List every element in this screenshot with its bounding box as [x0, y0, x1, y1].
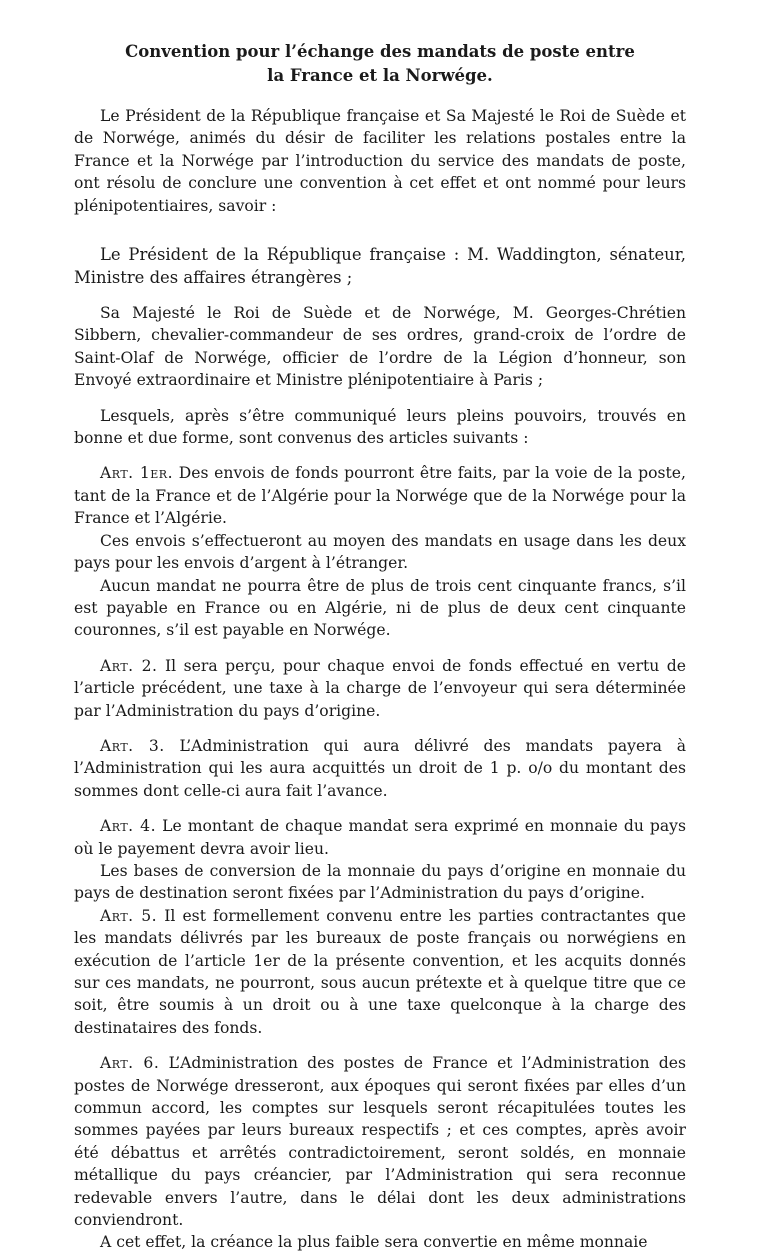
article-1: Art. 1er. Des envois de fonds pourront être faits, par la voie de la poste, tant de la France et de l’Algérie pour la Norwége que de la Norwége pour la France et l’Algérie. [74, 464, 686, 528]
title-line-2: la France et la Norwége. [267, 66, 493, 85]
article-5: Art. 5. Il est formellement convenu entre les parties contractantes que les mandats délivrés par les bureaux de poste français ou norwégiens en exécution de l’article 1er de la présente convention, et les acquits donnés sur ces mandats, ne pourront, sous aucun prétexte et à quelque titre que ce soit, être soumis à un droit ou à une taxe quelconque à la charge des destinataires des fonds. [74, 906, 686, 1037]
plenipotentiary-norway: Sa Majesté le Roi de Suède et de Norwége, M. Georges-Chrétien Sibbern, chevalier-commandeur de ses ordres, grand-croix de l’ordre de Saint-Olaf de Norwége, officier de l’ordre de la Légion d’honneur, son Envoyé extraordinaire et Ministre plénipotentiaire à Paris ; [74, 304, 686, 390]
plenipotentiary-france: Le Président de la République française : M. Waddington, sénateur, Ministre des affaires étrangères ; [74, 245, 686, 288]
preamble-paragraph: Le Président de la République française et Sa Majesté le Roi de Suède et de Norwége, animés du désir de faciliter les relations postales entre la France et la Norwége par l’introduction du service des mandats de poste, ont résolu de conclure une convention à cet effet et ont nommé pour leurs plénipotentiaires, savoir : [74, 107, 686, 215]
article-2: Art. 2. Il sera perçu, pour chaque envoi de fonds effectué en vertu de l’article précédent, une taxe à la charge de l’envoyeur qui sera déterminée par l’Administration du pays d’origine. [74, 656, 686, 720]
article-6: Art. 6. L’Administration des postes de France et l’Administration des postes de Norwége dresseront, aux époques qui seront fixées par elles d’un commun accord, les comptes sur lesquels seront récapitulées toutes les sommes payées par leurs bureaux respectifs ; et ces comptes, après avoir été débattus et arrêtés contradictoirement, seront soldés, en monnaie métallique du pays créancier, par l’Administration qui sera reconnue redevable envers l’autre, dans le délai dont les deux administrations conviendront. [74, 1054, 686, 1230]
article-4-paragraph-2: Les bases de conversion de la monnaie du pays d’origine en monnaie du pays de destination seront fixées par l’Administration du pays d’origine. [74, 861, 686, 903]
article-label: Art. 3. [100, 736, 165, 755]
agreement-paragraph: Lesquels, après s’être communiqué leurs pleins pouvoirs, trouvés en bonne et due forme, sont convenus des articles suivants : [74, 406, 686, 448]
article-label: Art. 4. [100, 817, 157, 836]
article-label: Art. 6. [100, 1054, 160, 1073]
title-line-1: Convention pour l’échange des mandats de poste entre [125, 42, 635, 61]
document-title [74, 40, 686, 88]
article-4: Art. 4. Le montant de chaque mandat sera exprimé en monnaie du pays où le payement devra avoir lieu. [74, 817, 686, 858]
article-1-paragraph-3: Aucun mandat ne pourra être de plus de trois cent cinquante francs, s’il est payable en France ou en Algérie, ni de plus de deux cent cinquante couronnes, s’il est payable en Norwége. [74, 576, 686, 640]
article-1-paragraph-2: Ces envois s’effectueront au moyen des mandats en usage dans les deux pays pour les envois d’argent à l’étranger. [74, 531, 686, 573]
article-label: Art. 1er. [100, 464, 174, 483]
article-3: Art. 3. L’Administration qui aura délivré des mandats payera à l’Administration qui les aura acquittés un droit de 1 p. o/o du montant des sommes dont celle-ci aura fait l’avance. [74, 736, 686, 800]
article-label: Art. 5. [100, 906, 158, 925]
article-6-paragraph-2: A cet effet, la créance la plus faible sera convertie en même monnaie [100, 1233, 648, 1252]
article-label: Art. 2. [100, 656, 158, 675]
